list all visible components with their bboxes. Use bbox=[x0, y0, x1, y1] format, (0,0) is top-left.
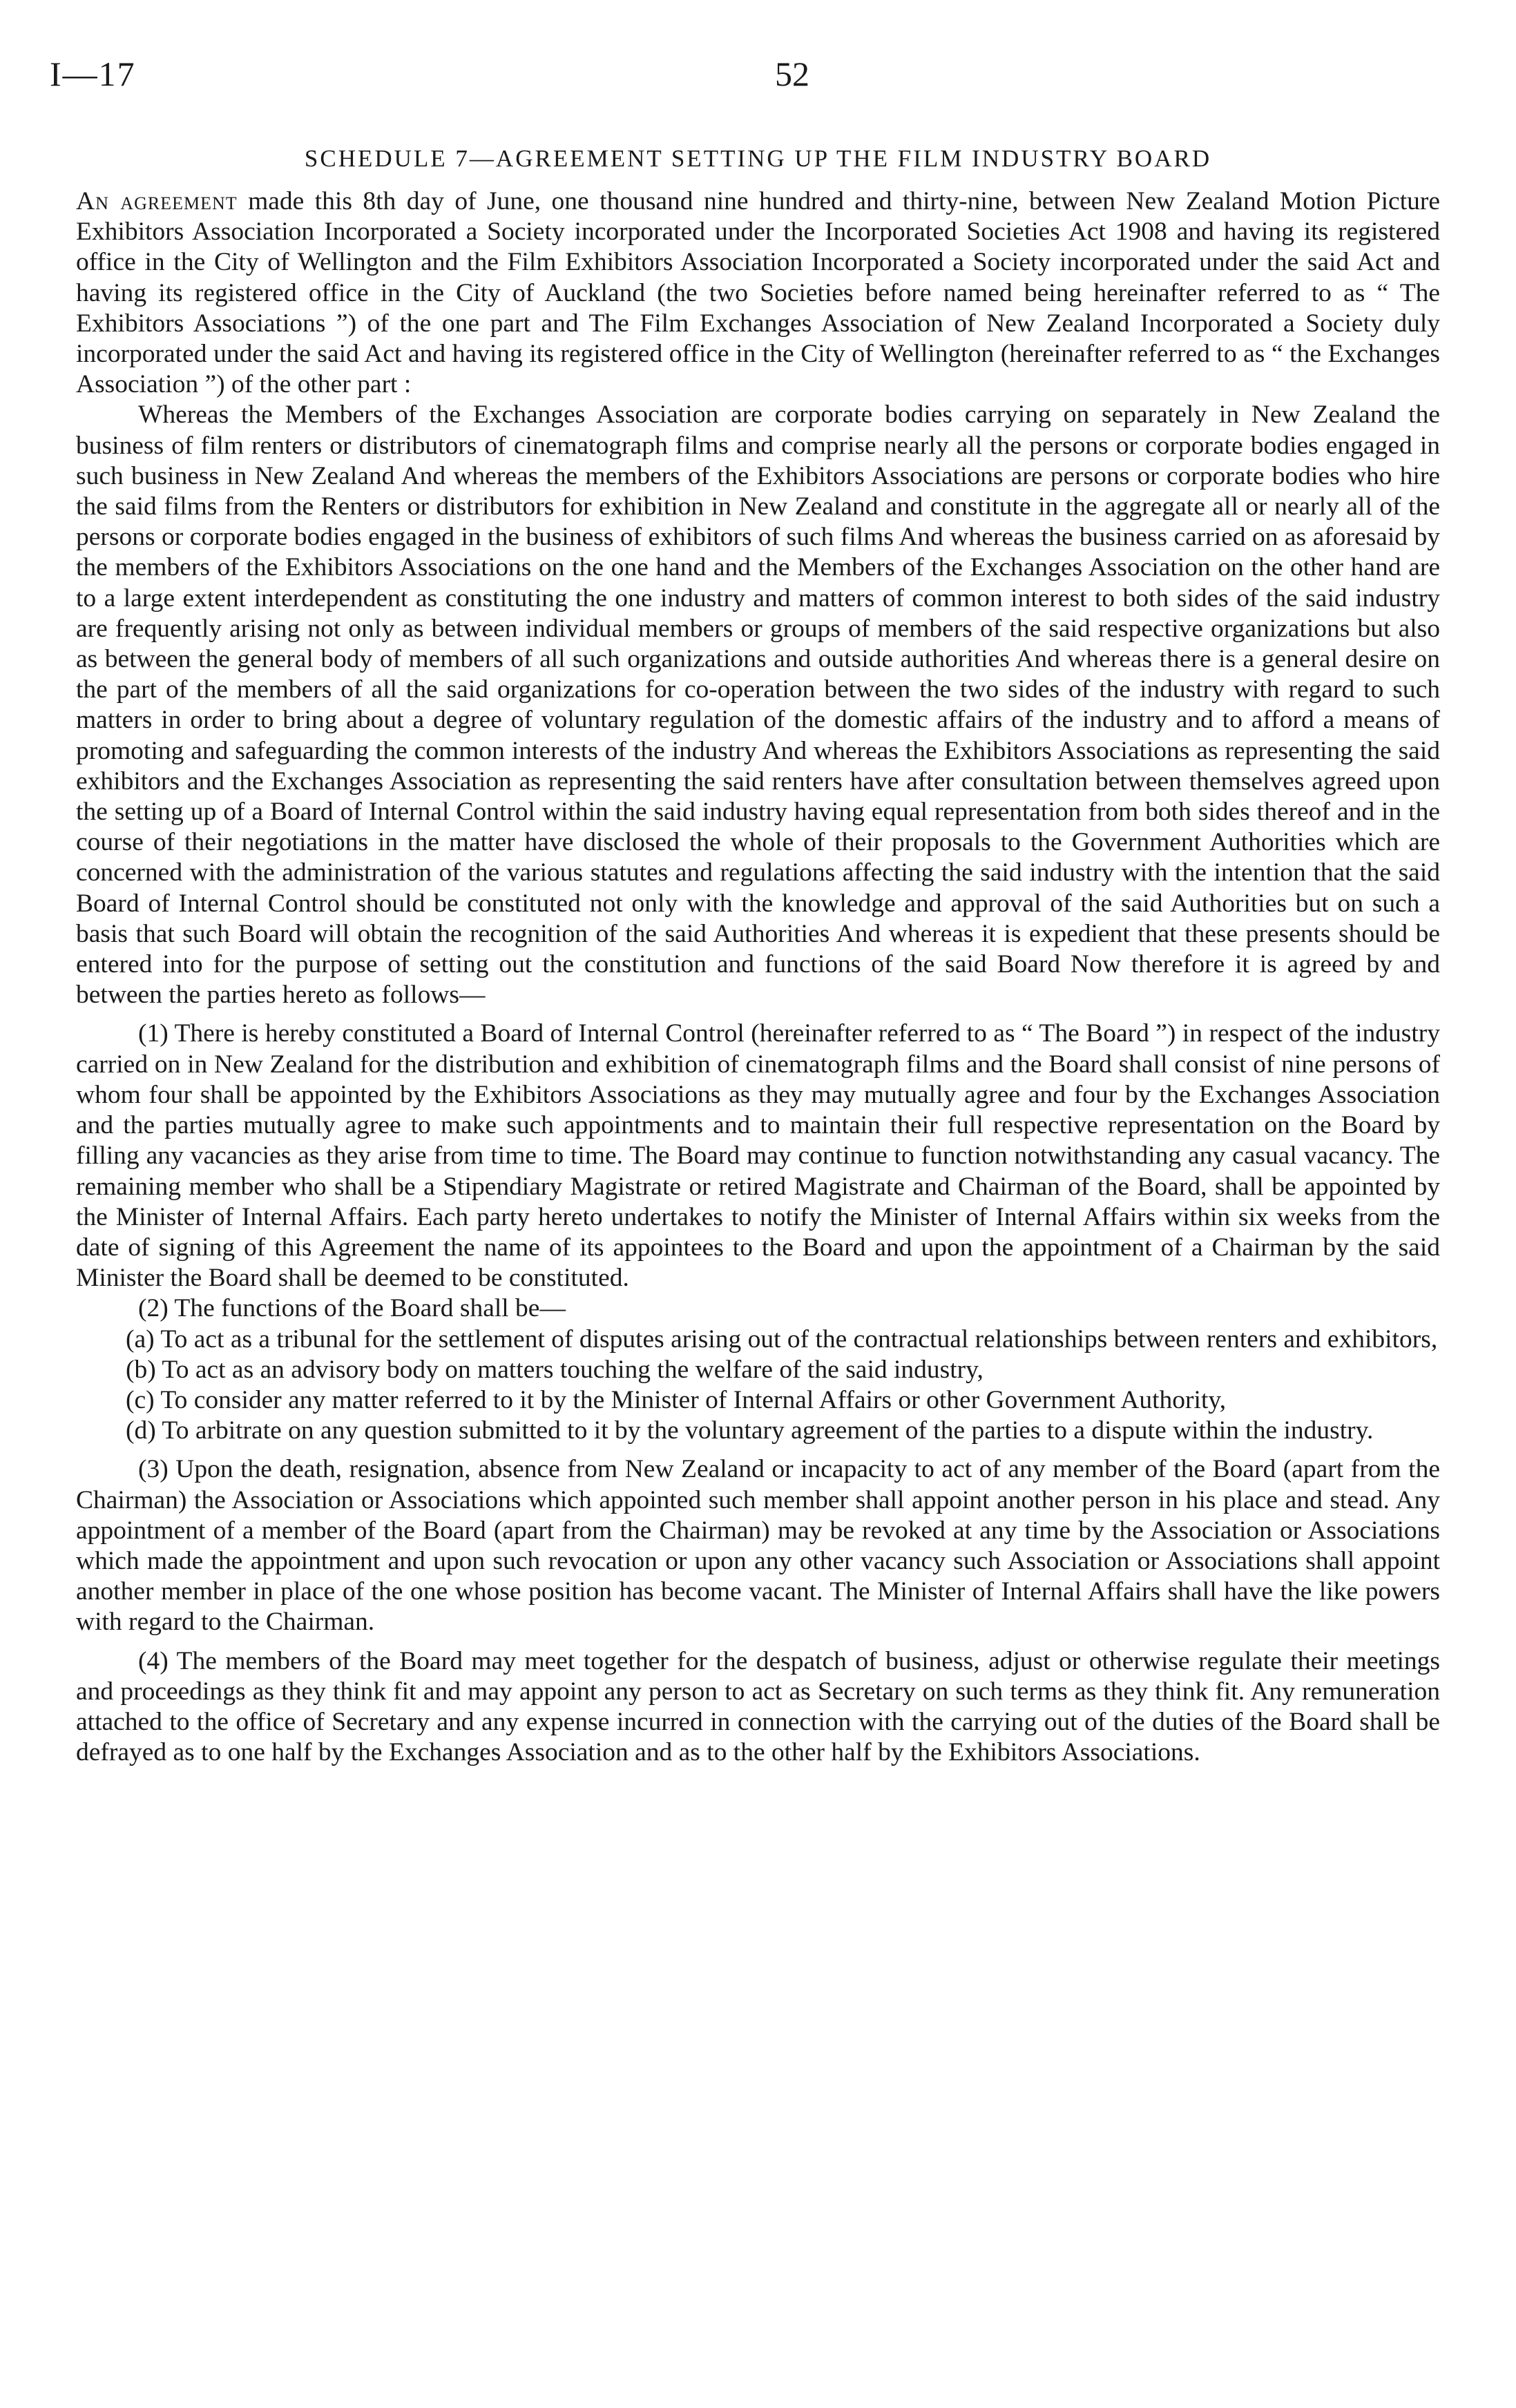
preamble-opening: An agreement bbox=[76, 187, 238, 215]
preamble-paragraph bbox=[76, 186, 1440, 400]
page-reference: I—17 bbox=[50, 55, 136, 93]
clause-1: (1) There is hereby constituted a Board of Internal Control (hereinafter referred to as “ The Board ”) in respect of the industry carried on in New Zealand for the distribution and exhibition of cinematograph films and the Board shall consist of nine persons of whom four shall be appointed by the Exhibitors Associations as they may mutually agree and four by the Exchanges Association and the parties mutually agree to make such appointments and to maintain their full respective representation on the Board by filling any vacancies as they arise from time to time. The Board may continue to function notwithstanding any casual vacancy. The remaining member who shall be a Stipendiary Magistrate or retired Magistrate and Chairman of the Board, shall be appointed by the Minister of Internal Affairs. Each party hereto undertakes to notify the Minister of Internal Affairs within six weeks from the date of signing of this Agreement the name of its appointees to the Board and upon the appointment of a Chairman by the said Minister the Board shall be deemed to be constituted. bbox=[76, 1019, 1440, 1293]
clause-3: (3) Upon the death, resignation, absence from New Zealand or incapacity to act of any member of the Board (apart from the Chairman) the Association or Associations which appointed such member shall appoint another person in his place and stead. Any appointment of a member of the Board (apart from the Chairman) may be revoked at any time by the Association or Associations which made the appointment and upon such revocation or upon any other vacancy such Association or Associations shall appoint another member in place of the one whose position has become vacant. The Minister of Internal Affairs shall have the like powers with regard to the Chairman. bbox=[76, 1455, 1440, 1637]
clause-2: (2) The functions of the Board shall be— bbox=[138, 1294, 566, 1323]
agreement-body bbox=[76, 186, 1440, 1768]
function-a: (a) To act as a tribunal for the settlement of disputes arising out of the contractual relationships between renters and exhibitors, bbox=[126, 1325, 1438, 1354]
function-c: (c) To consider any matter referred to it by the Minister of Internal Affairs or other Government Authority, bbox=[126, 1385, 1227, 1414]
page-number: 52 bbox=[775, 55, 809, 93]
preamble-text: made this 8th day of June, one thousand nine hundred and thirty-nine, between New Zealand Motion Picture Exhibitors Association Incorporated a Society incorporated under the Incorporated Societies Act 1908 and having its registered office in the City of Wellington and the Film Exhibitors Association Incorporated a Society incorporated under the said Act and having its registered office in the City of Auckland (the two Societies before named being hereinafter referred to as “ The Exhibitors Associations ”) of the one part and The Film Exchanges Association of New Zealand Incorporated a Society duly incorporated under the said Act and having its registered office in the City of Wellington (hereinafter referred to as “ the Exchanges Association ”) of the other part : bbox=[76, 187, 1440, 399]
function-b: (b) To act as an advisory body on matters touching the welfare of the said industry, bbox=[126, 1355, 984, 1384]
clause-4: (4) The members of the Board may meet together for the despatch of business, adjust or otherwise regulate their meetings and proceedings as they think fit and may appoint any person to act as Secretary on such terms as they think fit. Any remuneration attached to the office of Secretary and any expense incurred in connection with the carrying out of the duties of the Board shall be defrayed as to one half by the Exchanges Association and as to the other half by the Exhibitors Associations. bbox=[76, 1646, 1440, 1767]
schedule-title: SCHEDULE 7—AGREEMENT SETTING UP THE FILM INDUSTRY BOARD bbox=[304, 145, 1212, 172]
recitals-paragraph: Whereas the Members of the Exchanges Association are corporate bodies carrying on separately in New Zealand the business of film renters or distributors of cinematograph films and comprise nearly all the persons or corporate bodies engaged in such business in New Zealand And whereas the members of the Exhibitors Associations are persons or corporate bodies who hire the said films from the Renters or distributors for exhibition in New Zealand and constitute in the aggregate all or nearly all of the persons or corporate bodies engaged in the business of exhibitors of such films And whereas the business carried on as aforesaid by the members of the Exhibitors Associations on the one hand and the Members of the Exchanges Association on the other hand are to a large extent interdependent as constituting the one industry and matters of common interest to both sides of the said industry are frequently arising not only as between individual members or groups of members of the said respective organizations but also as between the general body of members of all such organizations and outside authorities And whereas there is a general desire on the part of the members of all the said organizations for co-operation between the two sides of the industry with regard to such matters in order to bring about a degree of voluntary regulation of the domestic affairs of the industry and to afford a means of promoting and safeguarding the common interests of the industry And whereas the Exhibitors Associations as representing the said exhibitors and the Exchanges Association as representing the said renters have after consultation between themselves agreed upon the setting up of a Board of Internal Control within the said industry having equal representation from both sides thereof and in the course of their negotiations in the matter have disclosed the whole of their proposals to the Government Authorities which are concerned with the administration of the various statutes and regulations affecting the said industry with the intention that the said Board of Internal Control should be constituted not only with the knowledge and approval of the said Authorities but on such a basis that such Board will obtain the recognition of the said Authorities And whereas it is expedient that these presents should be entered into for the purpose of setting out the constitution and functions of the said Board Now therefore it is agreed by and between the parties hereto as follows— bbox=[76, 401, 1440, 1010]
page-header bbox=[50, 54, 1466, 109]
function-d: (d) To arbitrate on any question submitted to it by the voluntary agreement of the parties to a dispute within the industry. bbox=[126, 1416, 1374, 1445]
